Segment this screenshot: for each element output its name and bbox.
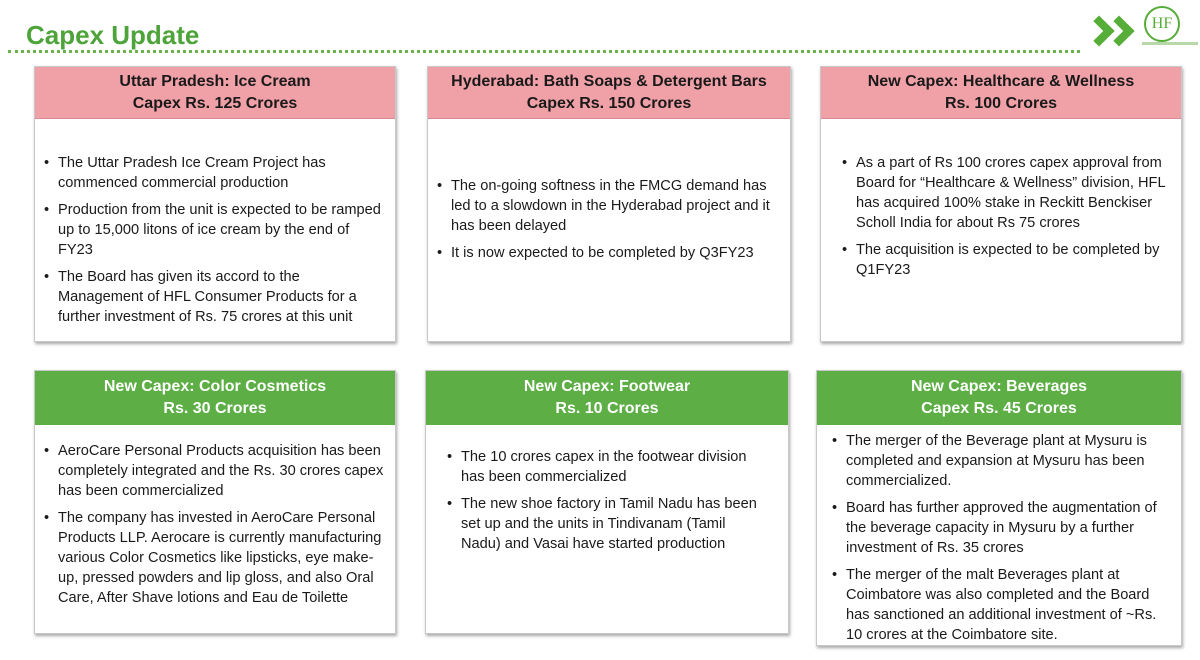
card-heading-line1: New Capex: Color Cosmetics <box>103 378 327 395</box>
card-body <box>35 119 395 327</box>
company-logo <box>1080 6 1198 48</box>
list-item: • The merger of the malt Beverages plant at Coimbatore was also completed and the Board has sanctioned an additional investment of ~Rs. 10 crores at the Coimbatore site. <box>823 565 1169 645</box>
card-heading-line1: Uttar Pradesh: Ice Cream <box>119 72 311 90</box>
card-heading <box>428 67 790 119</box>
card-hyderabad-bath-soaps <box>427 66 791 342</box>
list-item: • It is now expected to be completed by Q3FY23 <box>428 243 780 263</box>
list-item: • AeroCare Personal Products acquisition has been completely integrated and the Rs. 30 crores capex has been commercialized <box>35 441 385 501</box>
list-item: • The Board has given its accord to the Management of HFL Consumer Products for a further investment of Rs. 75 crores at this unit <box>35 267 383 327</box>
card-heading-line1: New Capex: Beverages <box>910 378 1088 395</box>
card-heading-line1: New Capex: Healthcare & Wellness <box>867 72 1135 90</box>
bullet-list <box>438 447 768 554</box>
list-item: • As a part of Rs 100 crores capex approval from Board for “Healthcare & Wellness” division, HFL has acquired 100% stake in Reckitt Benckiser Scholl India for about Rs 75 crores <box>833 153 1171 233</box>
logo-tagline <box>1142 42 1198 45</box>
bullet-list <box>833 153 1171 280</box>
bullet-list <box>35 441 385 608</box>
card-heading-line2: Rs. 10 Crores <box>555 400 659 417</box>
list-item: • The acquisition is expected to be completed by Q1FY23 <box>833 240 1171 280</box>
list-item: • The on-going softness in the FMCG demand has led to a slowdown in the Hyderabad project and it has been delayed <box>428 176 780 236</box>
title-divider <box>8 50 1080 53</box>
bullet-list <box>428 176 780 263</box>
bullet-list <box>35 153 383 327</box>
page-title: Capex Update <box>26 20 200 50</box>
hf-logo-mark: HF <box>1144 6 1180 42</box>
list-item: • The 10 crores capex in the footwear division has been commercialized <box>438 447 768 487</box>
list-item: • The Uttar Pradesh Ice Cream Project has commenced commercial production <box>35 153 383 193</box>
list-item: • Board has further approved the augmentation of the beverage capacity in Mysuru by a further investment of Rs. 35 crores <box>823 498 1169 558</box>
card-heading-line1: New Capex: Footwear <box>523 378 691 395</box>
card-heading <box>817 371 1181 425</box>
card-body <box>428 119 790 263</box>
card-footwear <box>425 370 789 634</box>
list-item: • The company has invested in AeroCare Personal Products LLP. Aerocare is currently manufacturing various Color Cosmetics like lipsticks, eye make-up, pressed powders and lip gloss, and also Oral Care, After Shave lotions and Eau de Toilette <box>35 508 385 608</box>
card-heading <box>35 67 395 119</box>
card-body <box>821 119 1181 280</box>
card-heading-line2: Rs. 30 Crores <box>163 400 267 417</box>
list-item: • The new shoe factory in Tamil Nadu has been set up and the units in Tindivanam (Tamil Nadu) and Vasai have started production <box>438 494 768 554</box>
card-body <box>426 425 788 554</box>
card-heading-line2: Rs. 100 Crores <box>944 94 1058 112</box>
list-item: • The merger of the Beverage plant at Mysuru is completed and expansion at Mysuru has been commercialized. <box>823 431 1169 491</box>
card-heading <box>426 371 788 425</box>
card-heading <box>821 67 1181 119</box>
card-heading-line2: Capex Rs. 150 Crores <box>526 94 692 112</box>
card-color-cosmetics <box>34 370 396 634</box>
card-beverages <box>816 370 1182 646</box>
card-body <box>35 425 395 608</box>
card-heading <box>35 371 395 425</box>
card-heading-line2: Capex Rs. 45 Crores <box>921 400 1077 417</box>
card-heading-line2: Capex Rs. 125 Crores <box>132 94 298 112</box>
card-uttar-pradesh-ice-cream <box>34 66 396 342</box>
bullet-list <box>823 431 1169 645</box>
list-item: • Production from the unit is expected to be ramped up to 15,000 litons of ice cream by the end of FY23 <box>35 200 383 260</box>
card-healthcare-wellness <box>820 66 1182 342</box>
card-heading-line1: Hyderabad: Bath Soaps & Detergent Bars <box>451 72 767 90</box>
card-body <box>817 425 1181 645</box>
